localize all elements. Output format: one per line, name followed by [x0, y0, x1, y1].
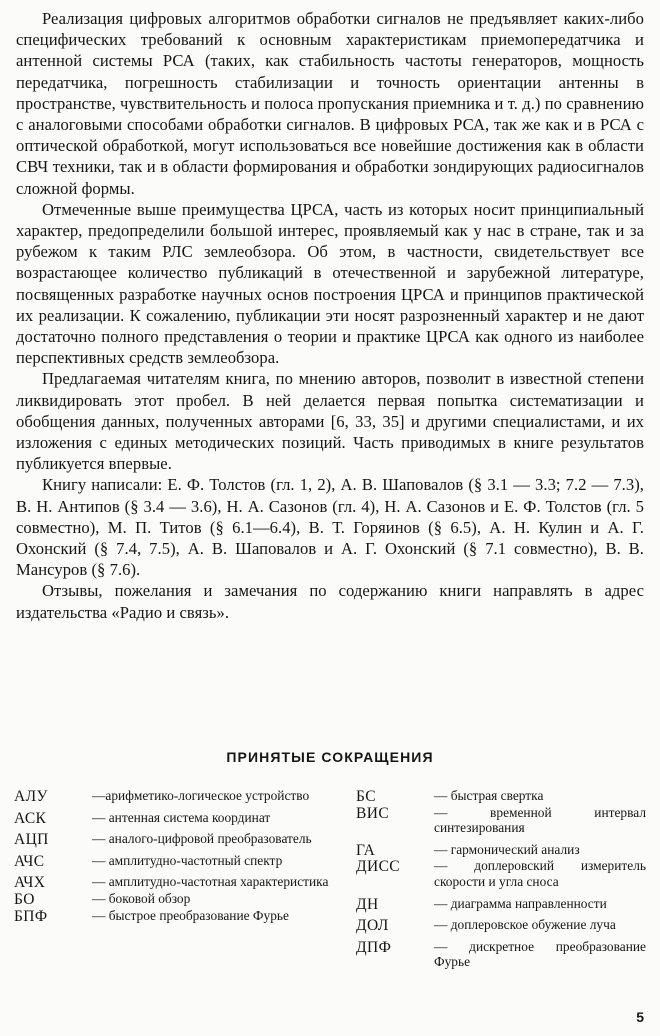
abbreviation-definition: — гармонический анализ: [434, 841, 580, 857]
abbreviation-definition: — временной интервал синтезирования: [434, 804, 646, 836]
abbreviation-term: БС: [356, 788, 376, 805]
abbreviation-definition: — доплеровский измеритель скорости и угла сноса: [434, 858, 646, 889]
abbreviation-entry: [14, 853, 330, 869]
abbreviation-entry: [14, 908, 330, 924]
page-number: 5: [636, 1009, 644, 1025]
abbreviation-term: АЦП: [14, 831, 49, 849]
abbreviation-entry: [14, 810, 330, 826]
abbreviation-term: ВИС: [356, 804, 390, 822]
paragraph-1: Реализация цифровых алгоритмов обработки сигналов не предъявляет каких-либо специфических требований к основным характеристикам приемопередатчика и антенной системы РСА (таких, как стабильность частоты генераторов, мощность передатчика, погрешность стабилизации и точность ориентации антенны в пространстве, чувствительность и полоса пропускания приемника и т. д.) по сравнению с аналоговыми способами обработки сигналов. В цифровых РСА, так же как и в РСА с оптической обработкой, могут использоваться все новейшие достижения как в области СВЧ техники, так и в области формирования и обработки зондирующих радиосигналов сложной формы.: [16, 9, 644, 198]
abbreviation-definition: — дискретное преобразование Фурье: [434, 938, 646, 970]
body-text: [16, 8, 644, 623]
abbreviation-term: АЧХ: [14, 874, 46, 892]
paragraph-2: Отмеченные выше преимущества ЦРСА, часть из которых носит принципиальный характер, предопределили большой интерес, проявляемый как у нас в стране, так и за рубежом к таким РЛС землеобзора. Об этом, в частности, свидетельствует все возрастающее количество публикаций в отечественной и зарубежной литературе, посвященных разработке научных основ построения ЦРСА и принципов практической их реализации. К сожалению, публикации эти носят разрозненный характер и не дают достаточно полного представления о теории и практике ЦРСА как одного из наиболее перспективных средств землеобзора.: [16, 199, 644, 368]
abbreviation-term: АСК: [14, 809, 47, 827]
abbreviation-term: ДИСС: [356, 858, 401, 876]
abbreviation-entry: [14, 891, 330, 907]
abbreviation-entry: [356, 858, 646, 889]
abbreviation-entry: [14, 788, 330, 804]
abbreviation-term: ДН: [356, 895, 379, 913]
paragraph-5: Отзывы, пожелания и замечания по содержанию книги направлять в адрес издательства «Радио и связь».: [16, 581, 644, 622]
abbreviation-definition: — амплитудно-частотная характеристика: [92, 874, 329, 890]
abbreviation-entry: [356, 805, 646, 836]
abbreviations-right-column: [356, 788, 646, 970]
abbreviation-definition: — боковой обзор: [92, 890, 191, 906]
abbreviation-term: ДПФ: [356, 938, 392, 956]
abbreviation-definition: — быстрое преобразование Фурье: [92, 907, 289, 923]
abbreviation-entry: [356, 917, 646, 933]
abbreviation-entry: [14, 874, 330, 890]
abbreviation-term: БО: [14, 890, 35, 908]
abbreviation-definition: — быстрая свертка: [434, 788, 544, 803]
abbreviations-title: ПРИНЯТЫЕ СОКРАЩЕНИЯ: [226, 749, 434, 765]
abbreviation-definition: — аналого-цифровой преобразователь: [92, 831, 312, 847]
abbreviation-entry: [356, 939, 646, 970]
abbreviation-term: ДОЛ: [356, 917, 389, 935]
paragraph-3: Предлагаемая читателям книга, по мнению авторов, позволит в известной степени ликвидировать этот пробел. В ней делается первая попытка систематизации и обобщения данных, полученных авторами [6, 33, 35] и другими специалистами, и их изложения с единых методических позиций. Часть приводимых в книге результатов публикуется впервые.: [16, 369, 644, 474]
abbreviation-definition: —арифметико-логическое устройство: [92, 788, 310, 803]
abbreviation-entry: [14, 831, 330, 847]
abbreviation-entry: [356, 788, 646, 804]
abbreviation-definition: — амплитудно-частотный спектр: [92, 852, 283, 868]
abbreviation-term: ГА: [356, 841, 376, 859]
abbreviation-term: АЛУ: [14, 788, 48, 805]
abbreviation-term: БПФ: [14, 907, 48, 925]
abbreviation-entry: [356, 842, 646, 858]
abbreviation-definition: — доплеровское обужение луча: [434, 917, 616, 933]
abbreviations-left-column: [14, 788, 330, 923]
paragraph-4: Книгу написали: Е. Ф. Толстов (гл. 1, 2), А. В. Шаповалов (§ 3.1 — 3.3; 7.2 — 7.3), В. Н. Антипов (§ 3.4 — 3.6), Н. А. Сазонов (гл. 4), Н. А. Сазонов и Е. Ф. Толстов (гл. 5 совместно), М. П. Титов (§ 6.1—6.4), В. Т. Горяинов (§ 6.5), А. Н. Кулин и А. Г. Охонский (§ 7.4, 7.5), А. В. Шаповалов и А. Г. Охонский (§ 7.1 совместно), В. В. Мансуров (§ 7.6).: [16, 475, 644, 580]
abbreviation-definition: — антенная система координат: [92, 809, 271, 825]
abbreviation-entry: [356, 896, 646, 912]
abbreviation-definition: — диаграмма направленности: [434, 895, 607, 911]
abbreviation-term: АЧС: [14, 852, 45, 870]
